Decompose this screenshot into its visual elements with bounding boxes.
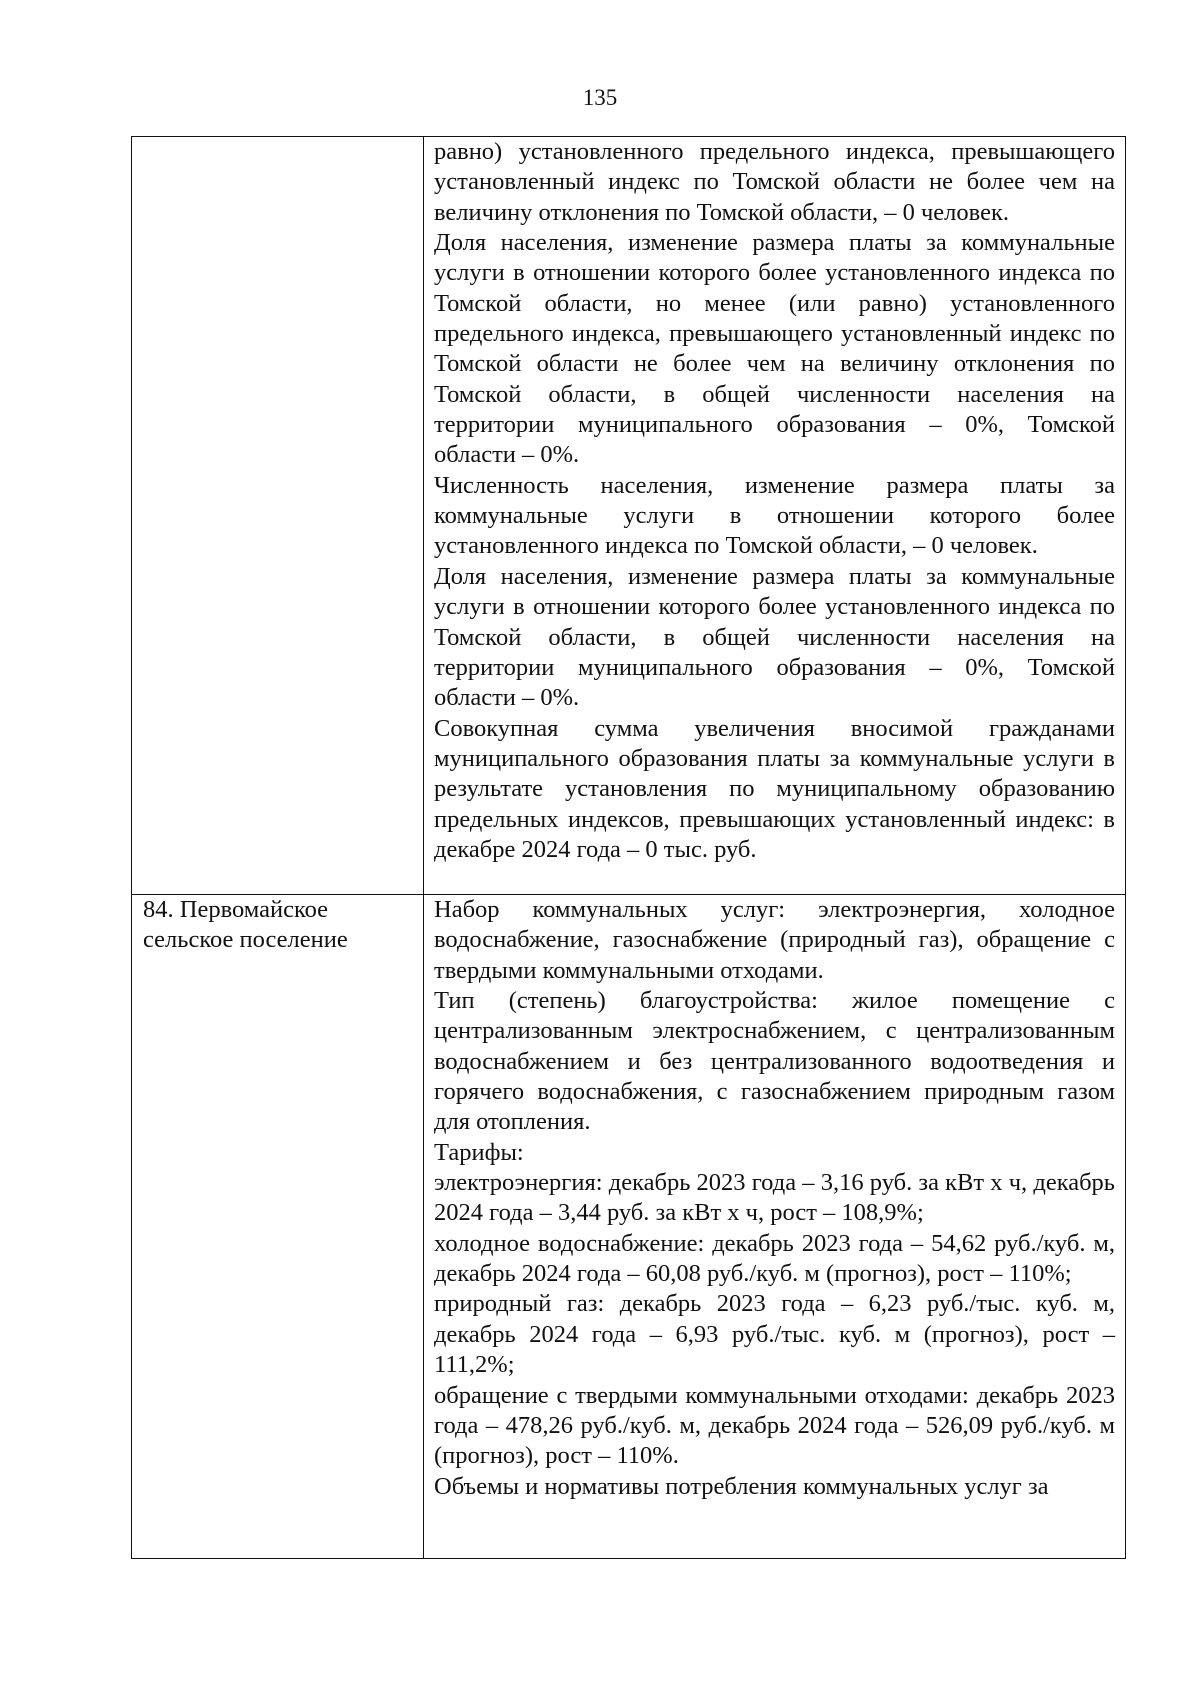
table-row bbox=[132, 895, 1126, 1559]
paragraph: электроэнергия: декабрь 2023 года – 3,16 руб. за кВт х ч, декабрь 2024 года – 3,44 руб. за кВт х ч, рост – 108,9%; bbox=[434, 1169, 1115, 1227]
description-cell bbox=[424, 137, 1126, 895]
paragraph: равно) установленного предельного индекса, превышающего установленный индекс по Томской области не более чем на величину отклонения по Томской области, – 0 человек. bbox=[434, 138, 1115, 226]
paragraph: Совокупная сумма увеличения вносимой гражданами муниципального образования платы за коммунальные услуги в результате установления по муниципальному образованию предельных индексов, превышающих установленный индекс: в декабре 2024 года – 0 тыс. руб. bbox=[434, 714, 1115, 863]
paragraph: Тарифы: bbox=[434, 1138, 524, 1166]
table-row bbox=[132, 137, 1126, 895]
paragraph: Доля населения, изменение размера платы за коммунальные услуги в отношении которого более установленного индекса по Томской области, в общей численности населения на территории муниципального образования – 0%, Томской области – 0%. bbox=[434, 562, 1115, 712]
municipality-name-line: сельское поселение bbox=[143, 926, 348, 954]
paragraph: Тип (степень) благоустройства: жилое помещение с централизованным электроснабжением, с централизованным водоснабжением и без централизованного водоотведения и горячего водоснабжения, с газоснабжением природным газом для отопления. bbox=[434, 987, 1115, 1136]
municipality-name-line: 84. Первомайское bbox=[143, 896, 329, 923]
paragraph: холодное водоснабжение: декабрь 2023 года – 54,62 руб./куб. м, декабрь 2024 года – 60,08 руб./куб. м (прогноз), рост – 110%; bbox=[434, 1229, 1115, 1288]
paragraph: Численность населения, изменение размера платы за коммунальные услуги в отношении которого более установленного индекса по Томской области, – 0 человек. bbox=[434, 471, 1115, 560]
paragraph: обращение с твердыми коммунальными отходами: декабрь 2023 года – 478,26 руб./куб. м, декабрь 2024 года – 526,09 руб./куб. м (прогноз), рост – 110%. bbox=[434, 1381, 1115, 1470]
municipality-cell bbox=[132, 895, 424, 1559]
municipality-cell bbox=[132, 137, 424, 895]
document-table bbox=[131, 136, 1126, 1559]
description-cell bbox=[424, 895, 1126, 1559]
paragraph: Набор коммунальных услуг: электроэнергия, холодное водоснабжение, газоснабжение (природный газ), обращение с твердыми коммунальными отходами. bbox=[434, 896, 1115, 984]
page-number: 135 bbox=[582, 85, 618, 110]
paragraph: Объемы и нормативы потребления коммунальных услуг за bbox=[434, 1472, 1049, 1500]
paragraph: Доля населения, изменение размера платы за коммунальные услуги в отношении которого более установленного индекса по Томской области, но менее (или равно) установленного предельного индекса, превышающего установленный индекс по Томской области не более чем на величину отклонения по Томской области, в общей численности населения на территории муниципального образования – 0%, Томской области – 0%. bbox=[434, 229, 1115, 469]
paragraph: природный газ: декабрь 2023 года – 6,23 руб./тыс. куб. м, декабрь 2024 года – 6,93 руб./тыс. куб. м (прогноз), рост – 111,2%; bbox=[434, 1290, 1115, 1379]
